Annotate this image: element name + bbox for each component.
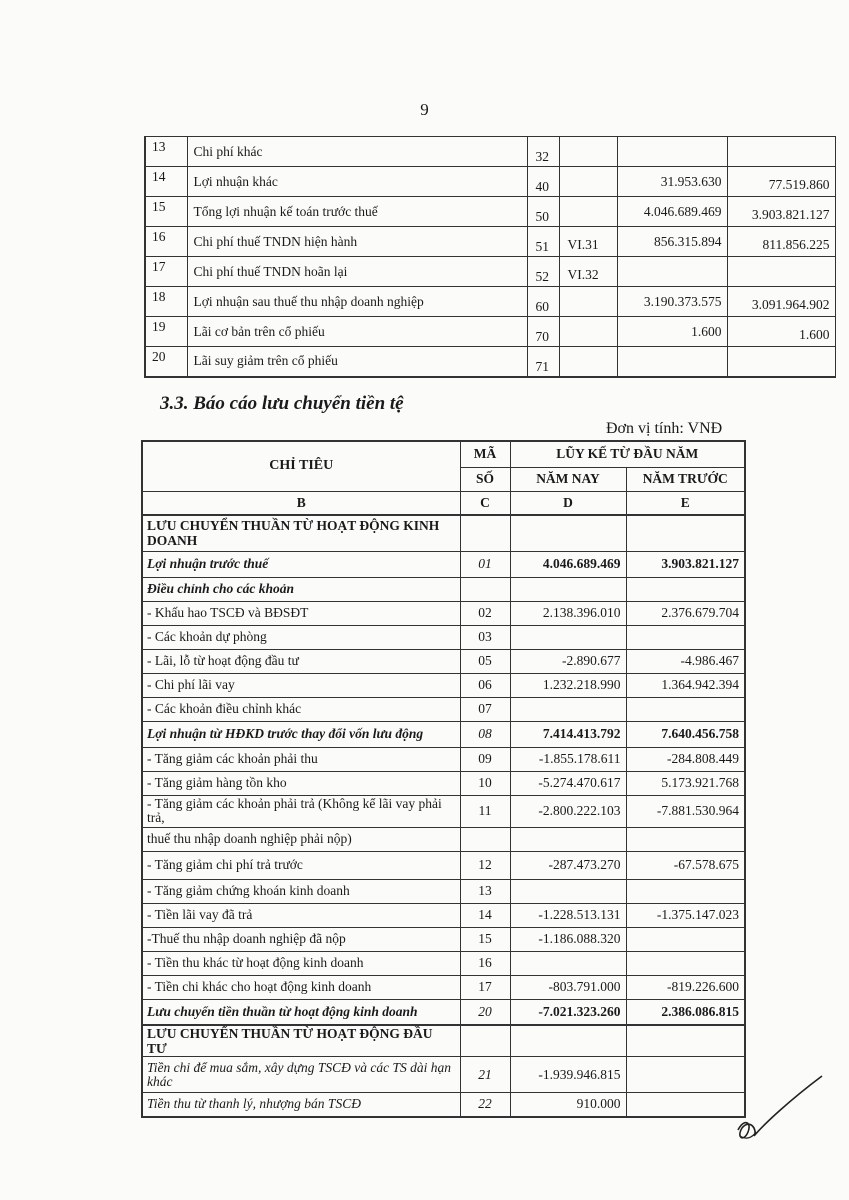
header-col-e: E [626, 491, 745, 515]
row-code: 14 [460, 903, 510, 927]
current-value: 31.953.630 [617, 167, 727, 197]
current-value: -2.890.677 [510, 649, 626, 673]
row-label: LƯU CHUYỂN THUẦN TỪ HOẠT ĐỘNG ĐẦU TƯ [142, 1025, 460, 1057]
table-row [145, 287, 835, 317]
current-value: -803.791.000 [510, 975, 626, 999]
row-number: 19 [145, 317, 187, 347]
current-value [510, 625, 626, 649]
previous-value [626, 1093, 745, 1117]
table-row [142, 851, 745, 879]
row-label: LƯU CHUYỂN THUẦN TỪ HOẠT ĐỘNG KINH DOANH [142, 515, 460, 551]
row-code: 07 [460, 697, 510, 721]
previous-value: 811.856.225 [727, 227, 835, 257]
current-value: 856.315.894 [617, 227, 727, 257]
row-code [460, 577, 510, 601]
item-code: 70 [527, 317, 559, 347]
item-note [559, 197, 617, 227]
previous-value: 2.376.679.704 [626, 601, 745, 625]
current-value: 910.000 [510, 1093, 626, 1117]
cf-header-row [142, 441, 745, 467]
previous-value: 2.386.086.815 [626, 999, 745, 1025]
item-note [559, 137, 617, 167]
current-value [510, 577, 626, 601]
current-value: -1.855.178.611 [510, 747, 626, 771]
previous-value: 3.903.821.127 [727, 197, 835, 227]
item-code: 40 [527, 167, 559, 197]
table-row [142, 999, 745, 1025]
currency-unit-label: Đơn vị tính: VNĐ [606, 420, 723, 437]
current-value: -1.939.946.815 [510, 1057, 626, 1093]
item-code: 51 [527, 227, 559, 257]
cf-header-letters-row [142, 491, 745, 515]
current-value [510, 1025, 626, 1057]
item-name: Lãi suy giảm trên cổ phiếu [187, 347, 527, 377]
table-row [142, 903, 745, 927]
item-code: 60 [527, 287, 559, 317]
row-label: - Tăng giảm chi phí trả trước [142, 851, 460, 879]
row-code: 13 [460, 879, 510, 903]
item-name: Chi phí thuế TNDN hiện hành [187, 227, 527, 257]
current-value [510, 879, 626, 903]
table-row [145, 137, 835, 167]
row-number: 14 [145, 167, 187, 197]
previous-value [626, 515, 745, 551]
current-value: 1.232.218.990 [510, 673, 626, 697]
previous-value: -67.578.675 [626, 851, 745, 879]
row-code: 01 [460, 551, 510, 577]
current-value: 3.190.373.575 [617, 287, 727, 317]
row-label: - Tăng giảm hàng tồn kho [142, 771, 460, 795]
previous-value [626, 697, 745, 721]
row-code: 11 [460, 795, 510, 827]
previous-value: 3.091.964.902 [727, 287, 835, 317]
row-code [460, 1025, 510, 1057]
header-last-year: NĂM TRƯỚC [626, 467, 745, 491]
row-code: 12 [460, 851, 510, 879]
row-label: - Tăng giảm chứng khoán kinh doanh [142, 879, 460, 903]
row-number: 16 [145, 227, 187, 257]
current-value: -1.186.088.320 [510, 927, 626, 951]
current-value [510, 697, 626, 721]
previous-value [626, 1025, 745, 1057]
previous-value: 3.903.821.127 [626, 551, 745, 577]
current-value: -5.274.470.617 [510, 771, 626, 795]
current-value [510, 827, 626, 851]
row-code: 09 [460, 747, 510, 771]
handwritten-signature [730, 1070, 830, 1150]
row-label: - Tăng giảm các khoản phải trả (Không kể lãi vay phải trả, [142, 795, 460, 827]
section-title: 3.3. Báo cáo lưu chuyển tiền tệ [160, 393, 404, 414]
row-code [460, 827, 510, 851]
header-cumulative: LŨY KẾ TỪ ĐẦU NĂM [510, 441, 745, 467]
previous-value: -819.226.600 [626, 975, 745, 999]
current-value: 7.414.413.792 [510, 721, 626, 747]
previous-value: 5.173.921.768 [626, 771, 745, 795]
previous-value [626, 927, 745, 951]
table-row [142, 879, 745, 903]
previous-value: 1.364.942.394 [626, 673, 745, 697]
row-code: 08 [460, 721, 510, 747]
row-code: 21 [460, 1057, 510, 1093]
item-name: Tổng lợi nhuận kế toán trước thuế [187, 197, 527, 227]
previous-value: 1.600 [727, 317, 835, 347]
header-indicator: CHỈ TIÊU [142, 441, 460, 491]
item-name: Lợi nhuận khác [187, 167, 527, 197]
current-value: -2.800.222.103 [510, 795, 626, 827]
current-value: -7.021.323.260 [510, 999, 626, 1025]
row-label: - Lãi, lỗ từ hoạt động đầu tư [142, 649, 460, 673]
row-label: Lợi nhuận trước thuế [142, 551, 460, 577]
table-row [142, 927, 745, 951]
cash-flow-table [141, 440, 746, 1118]
header-col-c: C [460, 491, 510, 515]
income-statement-table [144, 136, 836, 378]
item-code: 71 [527, 347, 559, 377]
current-value [617, 347, 727, 377]
row-number: 15 [145, 197, 187, 227]
row-label: - Các khoản dự phòng [142, 625, 460, 649]
row-label: thuế thu nhập doanh nghiệp phải nộp) [142, 827, 460, 851]
page-number: 9 [420, 100, 429, 119]
row-number: 20 [145, 347, 187, 377]
table-row [142, 697, 745, 721]
row-label: - Các khoản điều chỉnh khác [142, 697, 460, 721]
previous-value [626, 951, 745, 975]
item-note: VI.32 [559, 257, 617, 287]
row-code: 22 [460, 1093, 510, 1117]
table-row [142, 827, 745, 851]
item-name: Lãi cơ bản trên cổ phiếu [187, 317, 527, 347]
row-label: - Chi phí lãi vay [142, 673, 460, 697]
item-note [559, 287, 617, 317]
row-code: 15 [460, 927, 510, 951]
row-label: - Tiền chi khác cho hoạt động kinh doanh [142, 975, 460, 999]
table-row [142, 771, 745, 795]
table-row [145, 197, 835, 227]
table-row [145, 167, 835, 197]
item-code: 50 [527, 197, 559, 227]
row-label: Lưu chuyển tiền thuần từ hoạt động kinh doanh [142, 999, 460, 1025]
table-row [142, 577, 745, 601]
table-row [142, 551, 745, 577]
item-note [559, 317, 617, 347]
row-label: Lợi nhuận từ HĐKD trước thay đổi vốn lưu động [142, 721, 460, 747]
current-value: -1.228.513.131 [510, 903, 626, 927]
row-code: 20 [460, 999, 510, 1025]
row-label: - Tăng giảm các khoản phải thu [142, 747, 460, 771]
item-code: 52 [527, 257, 559, 287]
previous-value [626, 577, 745, 601]
table-row [142, 625, 745, 649]
previous-value [727, 347, 835, 377]
table-row [142, 975, 745, 999]
item-code: 32 [527, 137, 559, 167]
previous-value [626, 827, 745, 851]
current-value: 2.138.396.010 [510, 601, 626, 625]
table-row [145, 347, 835, 377]
previous-value [626, 1057, 745, 1093]
current-value: 4.046.689.469 [510, 551, 626, 577]
row-label: - Khấu hao TSCĐ và BĐSĐT [142, 601, 460, 625]
previous-value [727, 137, 835, 167]
row-code: 06 [460, 673, 510, 697]
table-row [142, 1025, 745, 1057]
item-note: VI.31 [559, 227, 617, 257]
row-code: 10 [460, 771, 510, 795]
current-value [510, 515, 626, 551]
header-code-line1: MÃ [460, 441, 510, 467]
current-value: 4.046.689.469 [617, 197, 727, 227]
table-row [142, 601, 745, 625]
row-label: -Thuế thu nhập doanh nghiệp đã nộp [142, 927, 460, 951]
current-value: -287.473.270 [510, 851, 626, 879]
current-value: 1.600 [617, 317, 727, 347]
header-this-year: NĂM NAY [510, 467, 626, 491]
table-row [142, 515, 745, 551]
previous-value: -4.986.467 [626, 649, 745, 673]
item-name: Chi phí khác [187, 137, 527, 167]
row-label: Tiền chi để mua sắm, xây dựng TSCĐ và các TS dài hạn khác [142, 1057, 460, 1093]
row-label: - Tiền lãi vay đã trả [142, 903, 460, 927]
previous-value: 77.519.860 [727, 167, 835, 197]
current-value [617, 137, 727, 167]
row-label: - Tiền thu khác từ hoạt động kinh doanh [142, 951, 460, 975]
row-code: 16 [460, 951, 510, 975]
table-row [145, 227, 835, 257]
table-row [142, 673, 745, 697]
previous-value [727, 257, 835, 287]
table-row [142, 795, 745, 827]
table-row [145, 257, 835, 287]
row-number: 18 [145, 287, 187, 317]
row-number: 17 [145, 257, 187, 287]
previous-value: 7.640.456.758 [626, 721, 745, 747]
item-note [559, 167, 617, 197]
table-row [142, 747, 745, 771]
row-code: 17 [460, 975, 510, 999]
item-note [559, 347, 617, 377]
previous-value: -284.808.449 [626, 747, 745, 771]
table-row [142, 1093, 745, 1117]
previous-value [626, 625, 745, 649]
row-label: Tiền thu từ thanh lý, nhượng bán TSCĐ [142, 1093, 460, 1117]
row-code [460, 515, 510, 551]
table-row [142, 951, 745, 975]
row-number: 13 [145, 137, 187, 167]
table-row [145, 317, 835, 347]
table-row [142, 649, 745, 673]
row-code: 03 [460, 625, 510, 649]
row-code: 05 [460, 649, 510, 673]
row-code: 02 [460, 601, 510, 625]
table-row [142, 1057, 745, 1093]
row-label: Điều chỉnh cho các khoản [142, 577, 460, 601]
item-name: Lợi nhuận sau thuế thu nhập doanh nghiệp [187, 287, 527, 317]
previous-value: -1.375.147.023 [626, 903, 745, 927]
current-value [510, 951, 626, 975]
current-value [617, 257, 727, 287]
item-name: Chi phí thuế TNDN hoãn lại [187, 257, 527, 287]
header-col-b: B [142, 491, 460, 515]
table-row [142, 721, 745, 747]
header-code-line2: SỐ [460, 467, 510, 491]
header-col-d: D [510, 491, 626, 515]
previous-value: -7.881.530.964 [626, 795, 745, 827]
previous-value [626, 879, 745, 903]
